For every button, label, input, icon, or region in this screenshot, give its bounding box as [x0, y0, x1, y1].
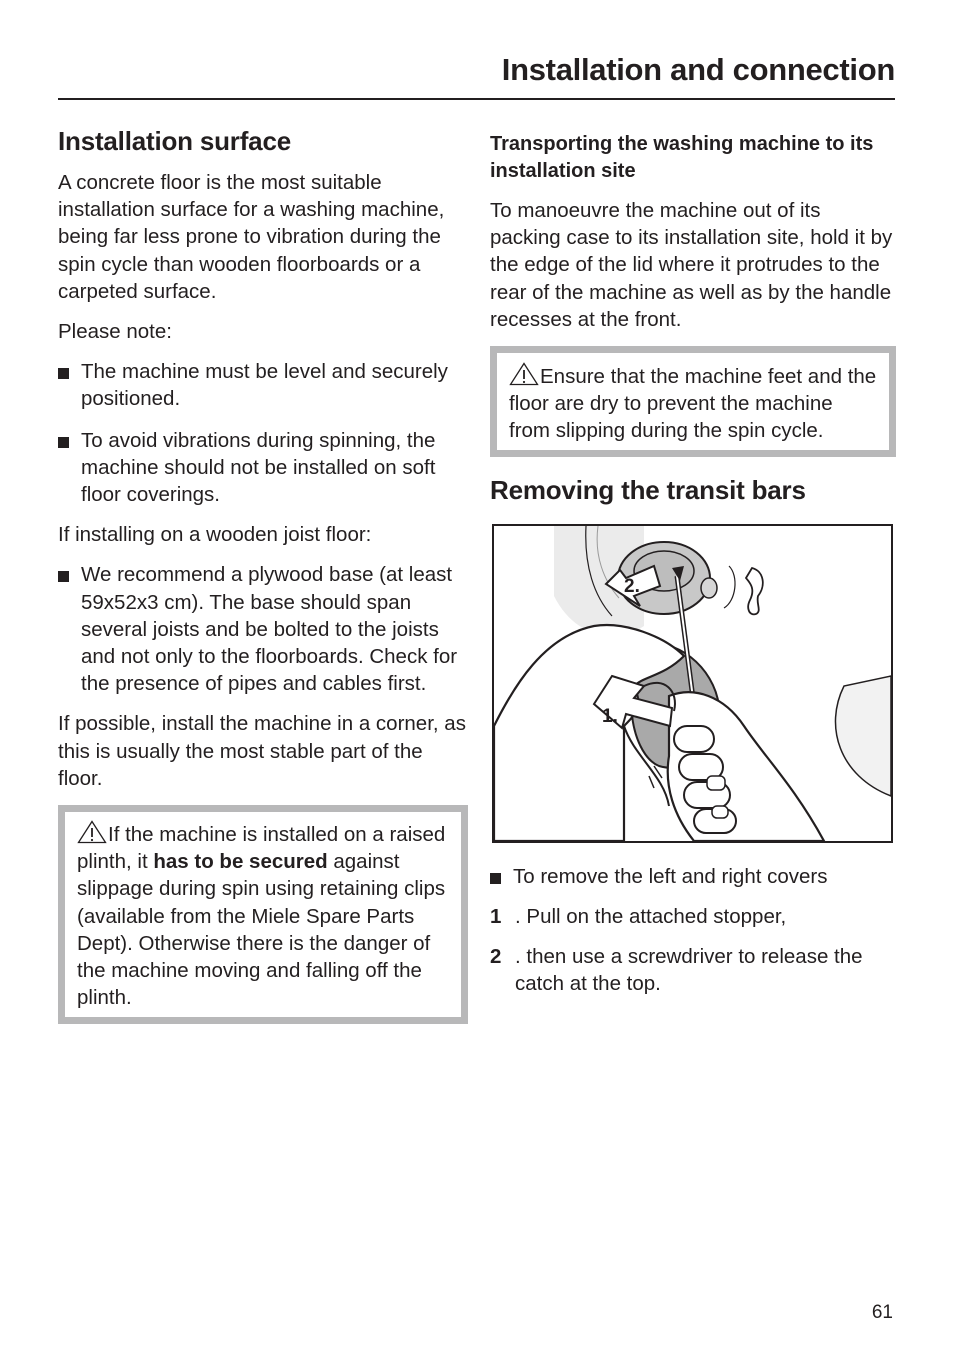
warning-text-bold: has to be secured [153, 850, 328, 874]
step-text: . Pull on the attached stopper, [515, 904, 787, 928]
transit-bar-removal-illustration [492, 524, 893, 843]
list-item: We recommend a plywood base (at least 59x52x3 cm). The base should span several joists and be bolted to the joists and not only to the floorboards. Check for the presence of pipes and cables first. [58, 561, 468, 697]
step-item [490, 943, 896, 997]
warning-text-start: If the machine is installed on a raised plinth, it [77, 823, 446, 874]
page-header [58, 50, 895, 100]
warning-text-end: against slippage during spin using retaining clips (available from the Miele Spare Parts Dept). Otherwise there is the danger of the machine moving and falling off the plinth. [77, 850, 446, 1010]
page-title: Installation and connection [501, 52, 895, 87]
hand-removing-cover-drawing [494, 526, 891, 841]
slip-warning-box [490, 346, 896, 457]
slip-warning-body: Ensure that the machine feet and the floor are dry to prevent the machine from slipping during the spin cycle. [509, 365, 877, 443]
list-item: The machine must be level and securely positioned. [58, 358, 468, 412]
transport-heading: Transporting the washing machine to its installation site [490, 133, 874, 182]
plinth-warning-box [58, 805, 468, 1024]
warning-triangle-icon [77, 820, 107, 844]
note-label: Please note: [58, 320, 172, 344]
installation-surface-heading: Installation surface [58, 126, 291, 156]
transport-paragraph: To manoeuvre the machine out of its packing case to its installation site, hold it by the edge of the lid where it protrudes to the rear of the machine as well as by the handle recesses at the front. [490, 199, 893, 331]
corner-paragraph: If possible, install the machine in a corner, as this is usually the most stable part of the floor. [58, 712, 466, 790]
figure-step-1-label: 1. [602, 705, 618, 727]
list-item: To avoid vibrations during spinning, the machine should not be installed on soft floor coverings. [58, 427, 468, 509]
step-number: 1 [490, 904, 502, 928]
note-bullet-list [58, 358, 468, 508]
intro-paragraph: A concrete floor is the most suitable installation surface for a washing machine, being far less prone to vibration during the spin cycle than wooden floorboards or a carpeted surface. [58, 171, 445, 303]
figure-step-2-label: 2. [624, 575, 640, 597]
step-text: . then use a screwdriver to release the catch at the top. [515, 945, 863, 996]
slip-warning-text [509, 362, 877, 445]
warning-triangle-icon [509, 362, 539, 386]
cover-bullet-list [490, 863, 896, 890]
list-item: To remove the left and right covers [490, 863, 896, 890]
transit-bars-heading: Removing the transit bars [490, 474, 806, 505]
left-column [58, 118, 468, 1024]
plinth-warning-text [77, 820, 449, 1011]
removal-steps-list [490, 903, 896, 998]
page-number: 61 [871, 1302, 893, 1323]
step-item [490, 903, 896, 930]
step-number: 2 [490, 945, 502, 969]
wooden-floor-bullet-list [58, 561, 468, 697]
wooden-floor-label: If installing on a wooden joist floor: [58, 523, 372, 547]
right-column [490, 118, 896, 1010]
